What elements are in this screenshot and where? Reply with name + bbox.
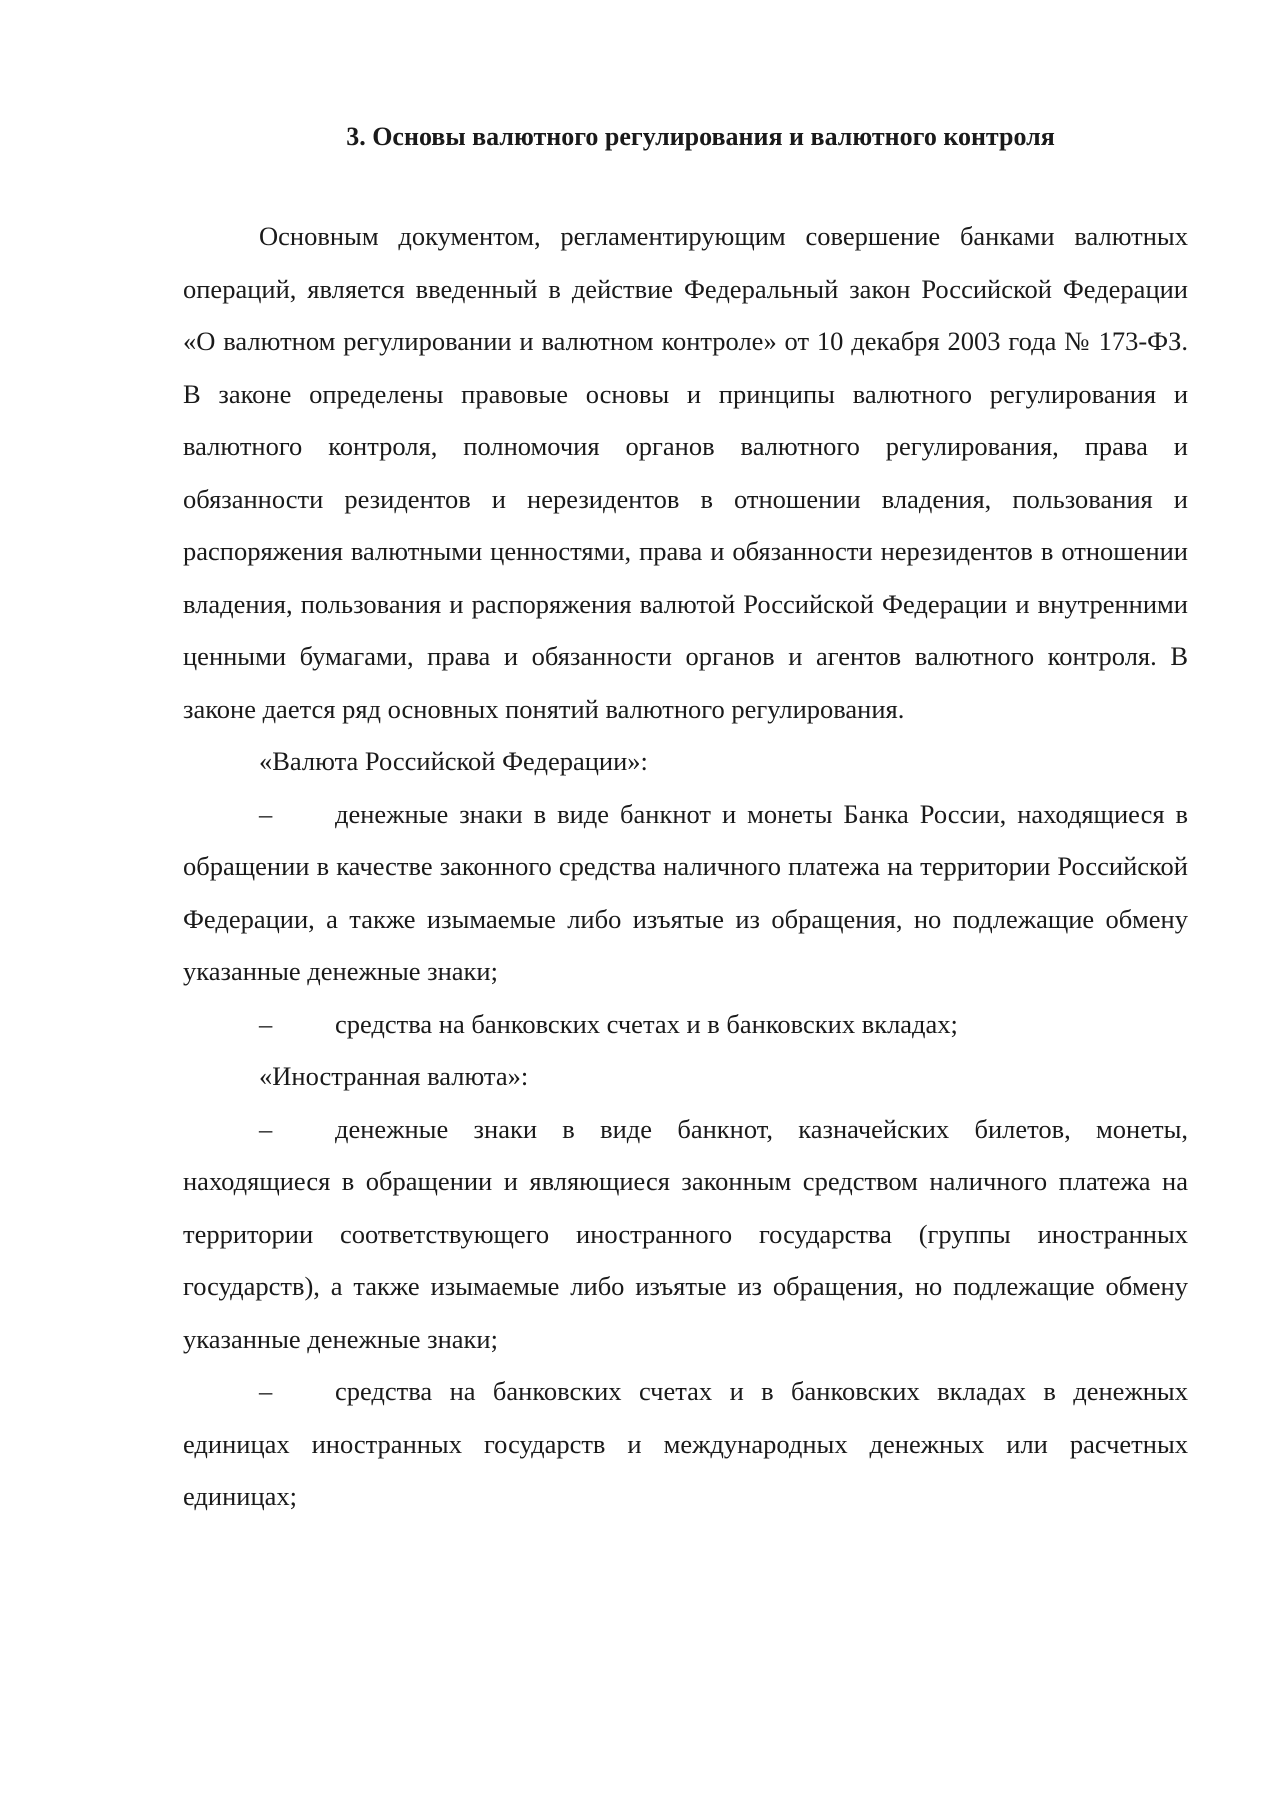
- dash-marker: –: [259, 1008, 273, 1039]
- rf-currency-heading: «Валюта Российской Федерации»:: [259, 746, 648, 776]
- list-item: [183, 1365, 1188, 1523]
- list-item-text: средства на банковских счетах и в банковских вкладах;: [335, 1008, 958, 1039]
- section-title: 3. Основы валютного регулирования и валютного контроля: [346, 122, 1055, 151]
- dash-marker: –: [259, 798, 273, 829]
- dash-marker: –: [259, 1376, 273, 1406]
- list-item-text: денежные знаки в виде банкнот и монеты Банка России, находящиеся в обращении в качестве законного средства наличного платежа на территории Российской Федерации, а также изымаемые либо изъятые из обращения, но подлежащие обмену указанные денежные знаки;: [183, 798, 1188, 986]
- foreign-currency-heading: «Иностранная валюта»:: [259, 1061, 529, 1091]
- list-item-text: денежные знаки в виде банкнот, казначейских билетов, монеты, находящиеся в обращении и являющиеся законным средством наличного платежа на территории соответствующего иностранного государства (группы иностранных государств), а также изымаемые либо изъятые из обращения, но подлежащие обмену указанные денежные знаки;: [183, 1113, 1188, 1354]
- list-item: [183, 788, 1188, 998]
- list-item: [183, 1103, 1188, 1366]
- list-item-text: средства на банковских счетах и в банковских вкладах в денежных единицах иностранных государств и международных денежных или расчетных единицах;: [183, 1376, 1188, 1511]
- intro-paragraph: Основным документом, регламентирующим совершение банками валютных операций, является введенный в действие Федеральный закон Российской Федерации «О валютном регулировании и валютном контроле» от 10 декабря 2003 года № 173-ФЗ. В законе определены правовые основы и принципы валютного регулирования и валютного контроля, полномочия органов валютного регулирования, права и обязанности резидентов и нерезидентов в отношении владения, пользования и распоряжения валютными ценностями, права и обязанности нерезидентов в отношении владения, пользования и распоряжения валютой Российской Федерации и внутренними ценными бумагами, права и обязанности органов и агентов валютного контроля. В законе дается ряд основных понятий валютного регулирования.: [183, 221, 1188, 724]
- list-item: [183, 998, 1188, 1051]
- dash-marker: –: [259, 1113, 273, 1144]
- document-content: [183, 120, 1188, 1523]
